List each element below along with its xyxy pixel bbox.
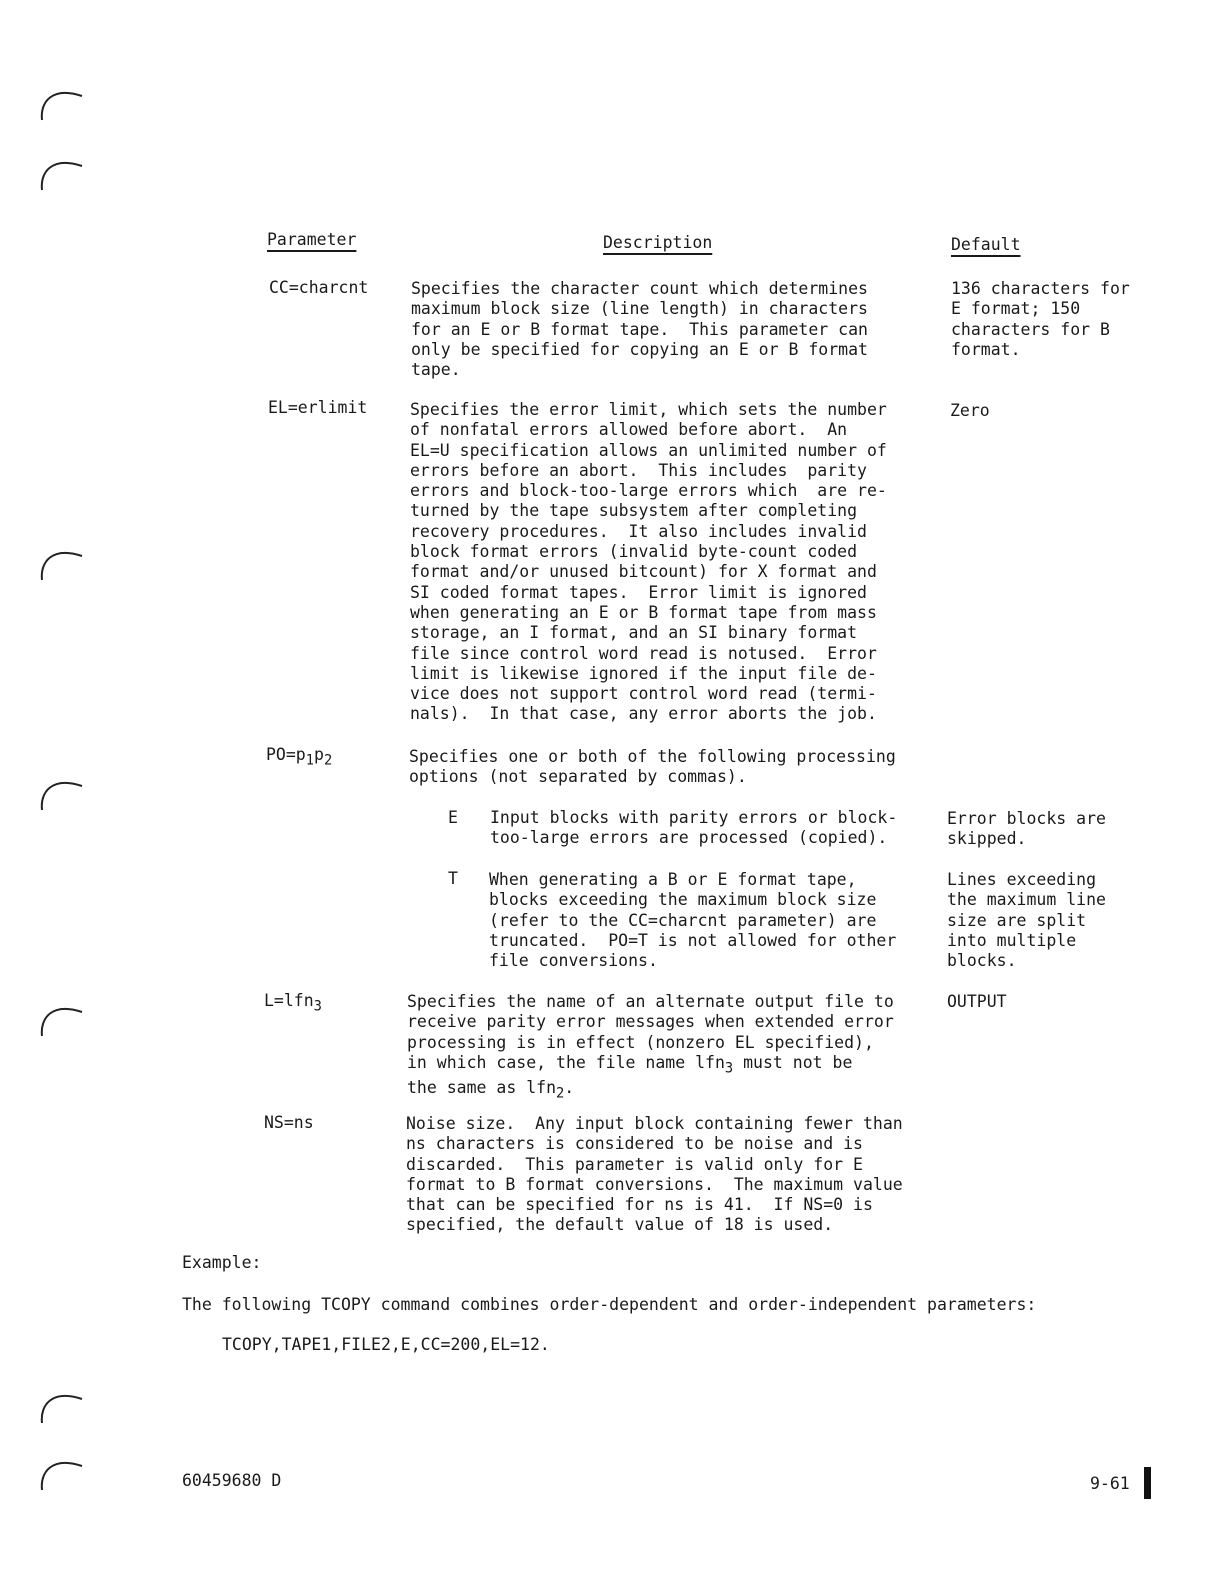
default-line: into multiple [947,930,1077,950]
option-line: file conversions. [489,951,658,971]
default-line: characters for B [951,319,1110,339]
option-default-t [947,870,1106,971]
description-line: Noise size. Any input block containing fewer than [406,1114,903,1133]
description-line: limit is likewise ignored if the input file de- [410,663,877,683]
option-default-e [947,809,1106,850]
description-line: EL=U specification allows an unlimited number of [410,440,887,460]
text-part: must not be [733,1052,853,1072]
param-name-subscript: 1 [305,752,315,769]
default-line: 136 characters for [951,279,1130,298]
param-description-po [409,747,896,788]
default-line: Lines exceeding [947,870,1097,889]
description-line: Specifies the name of an alternate output file to [407,992,894,1011]
description-line: storage, an I format, and an SI binary format [410,623,858,643]
option-text-t [489,870,896,971]
description-line [407,1078,894,1104]
description-line: tape. [411,360,461,380]
binder-hole-mark [36,1385,86,1425]
text-part: . [564,1078,575,1098]
default-line: format. [951,339,1021,359]
option-line: truncated. PO=T is not allowed for other [489,930,897,950]
example-text: The following TCOPY command combines order-dependent and order-independent parameters: [182,1295,1037,1314]
default-line: E format; 150 [951,299,1081,319]
default-line: the maximum line [947,890,1106,910]
param-default-el: Zero [950,401,990,420]
footer-doc-number: 60459680 D [182,1471,282,1490]
text-part: the same as lfn [407,1078,557,1098]
param-description-l [407,992,894,1104]
description-line: options (not separated by commas). [409,767,747,787]
default-line: skipped. [947,829,1027,849]
default-line: blocks. [947,951,1017,971]
description-line: ns characters is considered to be noise and is [406,1134,863,1154]
param-default-l: OUTPUT [947,992,1007,1011]
description-line [407,1053,894,1079]
binder-hole-mark [36,772,86,812]
option-key-t: T [448,869,458,888]
option-key-e: E [448,808,458,827]
binder-hole-mark [36,1452,86,1492]
description-line: turned by the tape subsystem after completing [410,501,858,521]
binder-hole-mark [36,998,86,1038]
description-line: recovery procedures. It also includes invalid [410,521,867,541]
description-line: only be specified for copying an E or B format [411,339,868,359]
description-line: format to B format conversions. The maximum value [406,1174,903,1194]
header-default: Default [951,235,1021,254]
description-line: vice does not support control word read (termi- [410,684,877,704]
param-name-cc: CC=charcnt [269,278,369,297]
header-parameter: Parameter [267,230,357,249]
option-line: Input blocks with parity errors or block- [490,808,898,827]
example-label: Example: [182,1253,262,1272]
option-text-e [490,808,897,849]
change-bar [1144,1467,1151,1499]
binder-hole-mark [36,152,86,192]
description-line: SI coded format tapes. Error limit is ignored [410,582,867,602]
description-line: of nonfatal errors allowed before abort. An [410,420,848,440]
description-line: receive parity error messages when extended error [407,1012,894,1032]
param-name-subscript: 2 [323,752,333,769]
param-name-part: p [314,745,324,764]
option-line: (refer to the CC=charcnt parameter) are [489,910,877,930]
param-name-ns: NS=ns [264,1113,314,1132]
description-line: when generating an E or B format tape from mass [410,602,877,622]
option-line: blocks exceeding the maximum block size [489,890,877,910]
param-description-el [410,400,887,725]
text-subscript: 2 [556,1085,565,1102]
param-name-el: EL=erlimit [268,398,368,417]
param-name-part: PO=p [266,745,306,764]
description-line: Specifies the character count which determines [411,279,868,298]
default-line: Error blocks are [947,809,1106,828]
footer-page-number: 9-61 [1090,1474,1130,1493]
param-default-cc [951,279,1130,360]
description-line: for an E or B format tape. This parameter can [411,319,868,339]
description-line: block format errors (invalid byte-count coded [410,542,858,562]
description-line: errors before an abort. This includes parity [410,460,867,480]
param-name-l [264,991,322,1017]
description-line: maximum block size (line length) in characters [411,299,868,319]
description-line: processing is in effect (nonzero EL specified), [407,1032,874,1052]
binder-hole-mark [36,542,86,582]
param-name-po [266,745,332,771]
text-part: in which case, the file name lfn [407,1052,725,1072]
default-line: size are split [947,910,1087,930]
param-name-subscript: 3 [313,998,322,1015]
description-line: errors and block-too-large errors which are re- [410,481,887,501]
param-description-ns [406,1114,903,1236]
param-description-cc [411,279,868,380]
text-subscript: 3 [724,1060,734,1077]
header-description: Description [603,233,713,252]
description-line: format and/or unused bitcount) for X format and [410,562,877,582]
description-line: Specifies one or both of the following processing [409,747,896,766]
option-line: too-large errors are processed (copied). [490,828,888,848]
description-line: discarded. This parameter is valid only for E [406,1154,863,1174]
description-line: Specifies the error limit, which sets the number [410,400,887,419]
binder-hole-mark [36,82,86,122]
description-line: nals). In that case, any error aborts the job. [410,704,877,724]
description-line: that can be specified for ns is 41. If NS=0 is [406,1195,873,1215]
description-line: file since control word read is notused. Error [410,643,877,663]
option-line: When generating a B or E format tape, [489,870,857,889]
example-command: TCOPY,TAPE1,FILE2,E,CC=200,EL=12. [222,1335,550,1354]
description-line: specified, the default value of 18 is used. [406,1215,834,1235]
param-name-part: L=lfn [264,991,314,1010]
